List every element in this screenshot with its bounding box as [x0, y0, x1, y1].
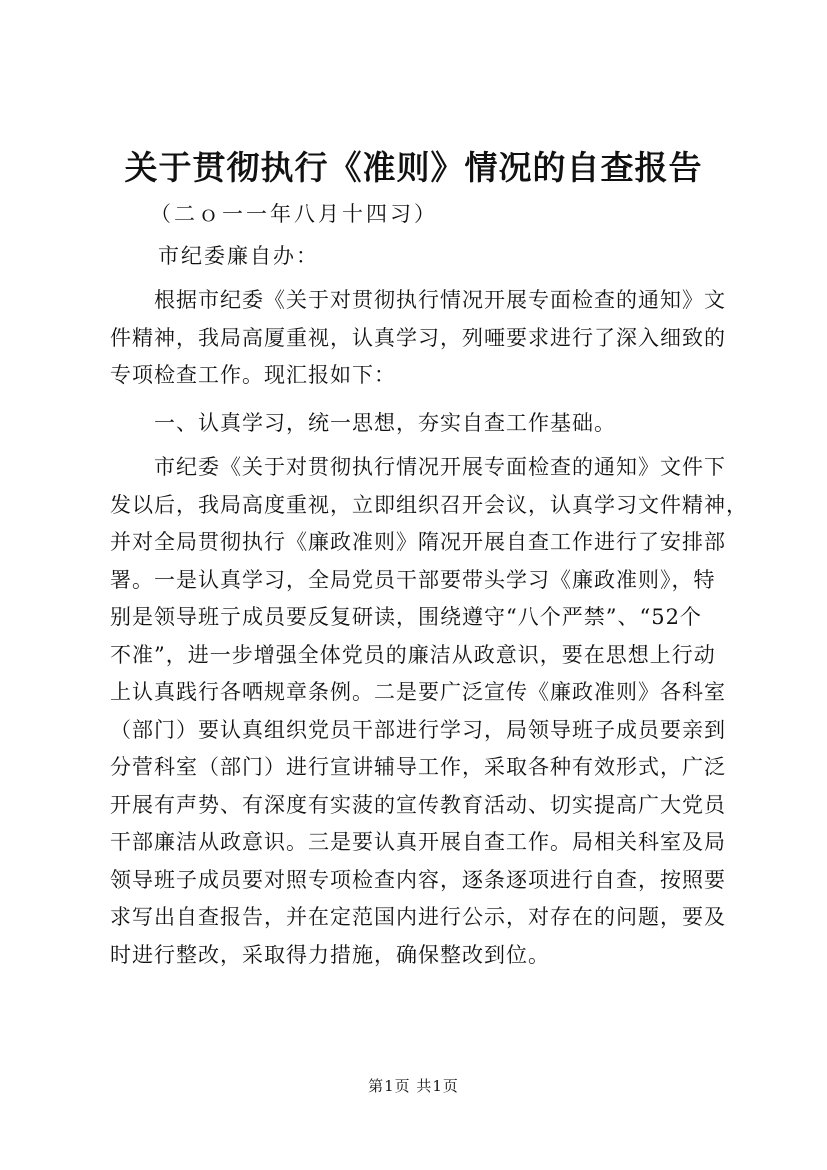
paragraph-line: 分菅科室（部门）进行宣讲辅导工作，采取各种有效形式，广泛 [110, 755, 726, 779]
page-footer: 第1页 共1页 [368, 1077, 459, 1095]
paragraph-line: 市纪委《关于对贯彻执行情况开展专面检查的通知》文件下 [110, 455, 726, 479]
paragraph-line: 别是领导班亍成员要反复研读，围绕遵守“八个严禁”、“52个 [110, 605, 702, 629]
paragraph-line: 并对全局贯彻执行《廉政准则》隋况开展自查工作进行了安排部 [110, 530, 726, 554]
paragraph-intro [110, 282, 730, 395]
paragraph-line: 根据市纪委《关于对贯彻执行情况开展专面检查的通知》文 [110, 288, 726, 312]
paragraph-line: （部门）要认真组织党员干部进行学习，局领导班子成员要亲到 [110, 717, 726, 742]
section-heading [110, 405, 730, 443]
paragraph-line: 署。一是认真学习，全局党员干部要带头学习《廉政准则》，特 [110, 567, 716, 592]
document-title: 关于贯彻执行《准则》情况的自查报告 [124, 148, 703, 187]
paragraph-line: 开展有声势、有深度有实菠的宣传教育活动、切实提高广大党员 [110, 792, 726, 817]
paragraph-line: 干部廉洁从政意识。三是要认真开展自查工作。局相关科室及局 [110, 830, 726, 854]
paragraph-line: 不准”，进一步增强全体党员的廉洁从政意识，要在思想上行动 [110, 642, 716, 667]
document-date: （二ｏ一一年八月十四习） [150, 202, 438, 226]
paragraph-line: 上认真践行各哂规章条例。二是要广泛宣传《廉政准则》各科室 [110, 680, 726, 704]
paragraph-line: 专项检查工作。现汇报如下： [110, 363, 396, 387]
paragraph-line: 求写出自查报告，并在定范国内进行公示，对存在的问题，要及 [110, 905, 726, 929]
paragraph-line: 时进行整改，采取得力措施，确保整改到位。 [110, 942, 550, 967]
heading-line: 一、认真学习，统一思想，夯实自查工作基础。 [110, 411, 616, 435]
paragraph-line: 件精神，我局高厦重视，认真学习，列唖要求进行了深入细致的 [110, 325, 726, 350]
paragraph-line: 发以后，我局高度重视，立即组织召开会议，认真学习文件精神， [110, 492, 748, 517]
salutation: 市纪委廉自办： [158, 244, 319, 268]
paragraph-line: 领导班子成员要对照专项检查内容，逐条逐项进行自查，按照要 [110, 867, 726, 892]
paragraph-body [110, 449, 748, 974]
